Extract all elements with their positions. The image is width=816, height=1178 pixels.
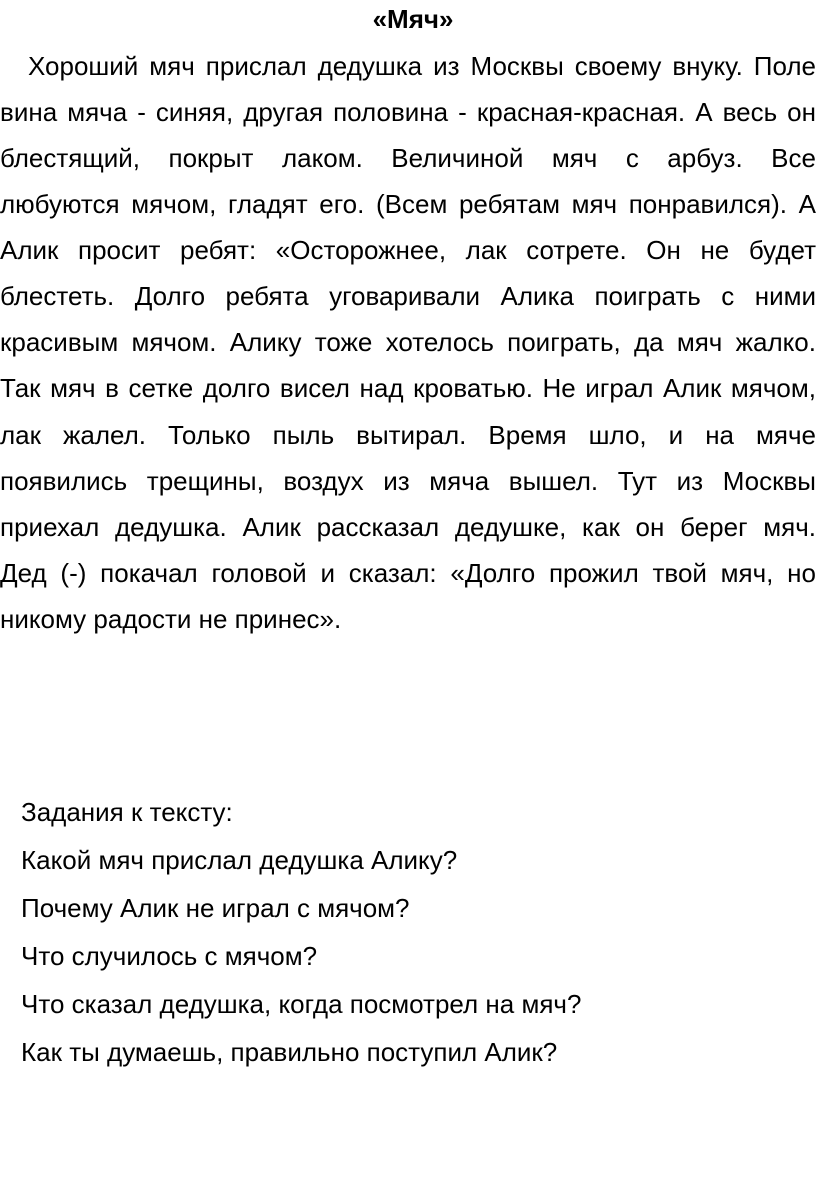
story-line: блестеть. Долго ребята уговаривали Алика поиграть с ними bbox=[0, 281, 816, 311]
story-line: красивым мячом. Алику тоже хотелось поиграть, да мяч жалко. bbox=[0, 327, 816, 357]
story-line: появились трещины, воздух из мяча вышел. Тут из Москвы bbox=[0, 466, 816, 496]
story-line: Алик просит ребят: «Осторожнее, лак сотрете. Он не будет bbox=[0, 235, 816, 265]
task-item: Почему Алик не играл с мячом? bbox=[21, 893, 410, 923]
story-title: «Мяч» bbox=[372, 4, 454, 34]
task-item: Как ты думаешь, правильно поступил Алик? bbox=[21, 1037, 558, 1067]
story-line: Хороший мяч прислал дедушка из Москвы своему внуку. Поле bbox=[28, 51, 816, 81]
story-line: никому радости не принес». bbox=[0, 604, 342, 634]
story-line: вина мяча - синяя, другая половина - красная-красная. А весь он bbox=[0, 97, 816, 127]
story-line: Так мяч в сетке долго висел над кроватью. Не играл Алик мячом, bbox=[0, 373, 816, 403]
task-item: Что сказал дедушка, когда посмотрел на мяч? bbox=[21, 989, 582, 1019]
story-line: Дед (-) покачал головой и сказал: «Долго прожил твой мяч, но bbox=[0, 558, 816, 588]
story-line: блестящий, покрыт лаком. Величиной мяч с арбуз. Все bbox=[0, 143, 816, 173]
story-line: любуются мячом, гладят его. (Всем ребятам мяч понравился). А bbox=[0, 189, 816, 219]
story-line: лак жалел. Только пыль вытирал. Время шло, и на мяче bbox=[0, 420, 816, 450]
tasks-heading: Задания к тексту: bbox=[21, 797, 233, 827]
story-line: приехал дедушка. Алик рассказал дедушке, как он берег мяч. bbox=[0, 512, 816, 542]
task-item: Какой мяч прислал дедушка Алику? bbox=[21, 845, 458, 875]
task-item: Что случилось с мячом? bbox=[21, 941, 318, 971]
